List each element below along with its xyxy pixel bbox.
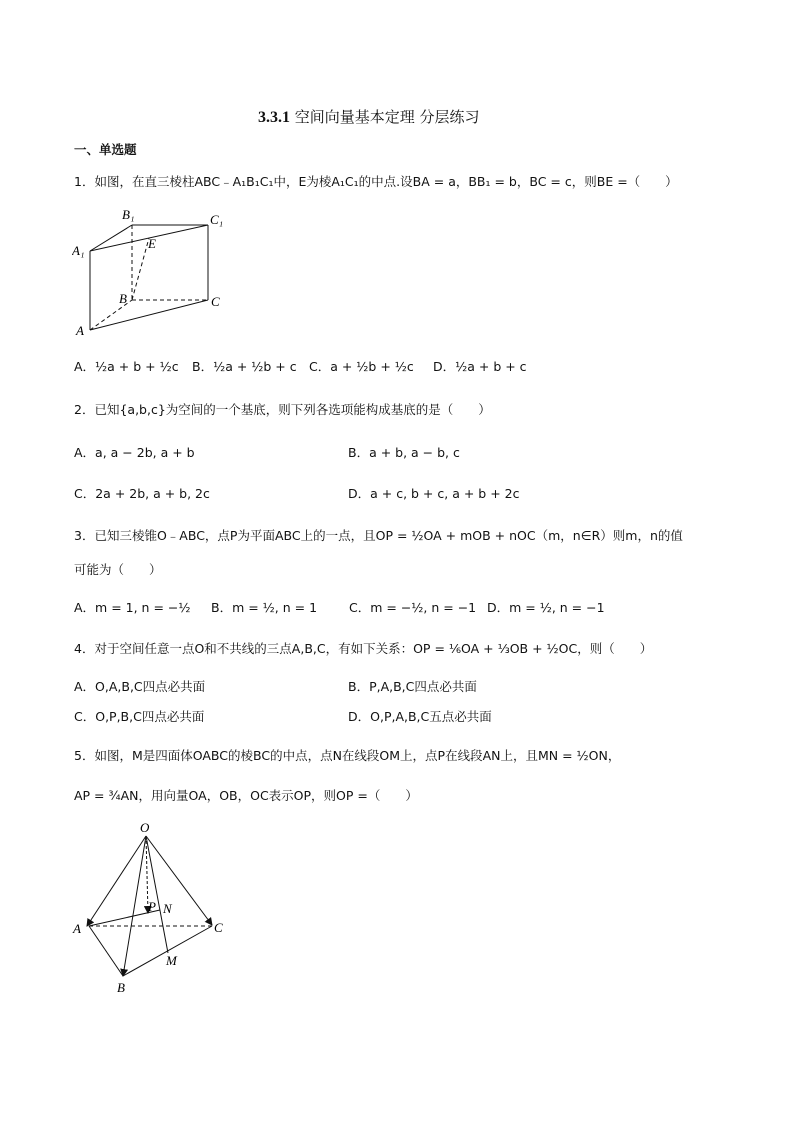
fig5-label-m: M xyxy=(166,953,177,968)
q2-option-c: C．2a + 2b, a + b, 2c xyxy=(74,486,210,501)
question-3-stem-cont: 可能为（ ） xyxy=(74,562,162,577)
q4-option-a: A．O,A,B,C四点必共面 xyxy=(74,679,206,694)
q2-option-d: D．a + c, b + c, a + b + 2c xyxy=(348,486,520,501)
q3-option-a: A．m = 1, n = −½ xyxy=(74,600,191,615)
q1-option-a: A．½a + b + ½c xyxy=(74,359,179,374)
question-5-stem: 5．如图，M是四面体OABC的棱BC的中点，点N在线段OM上，点P在线段AN上，且MN = ½ON， xyxy=(74,748,621,763)
fig5-label-o: O xyxy=(140,820,150,835)
question-5-stem-cont: AP = ¾AN，用向量OA，OB，OC表示OP，则OP =（ ） xyxy=(74,788,418,803)
fig1-label-c: C xyxy=(211,294,220,309)
title-text: 空间向量基本定理 分层练习 xyxy=(294,108,480,126)
q1-option-b: B．½a + ½b + c xyxy=(192,359,297,374)
tetrahedron-figure xyxy=(70,818,240,998)
fig1-label-e: E xyxy=(148,236,156,251)
q2-option-b: B．a + b, a − b, c xyxy=(348,445,460,460)
q4-option-b: B．P,A,B,C四点必共面 xyxy=(348,679,477,694)
page-title xyxy=(258,106,480,127)
fig1-label-c1: C₁ xyxy=(210,212,224,227)
fig5-label-p: P xyxy=(148,899,156,914)
fig1-label-b: B xyxy=(119,291,127,306)
question-3-stem: 3．已知三棱锥O﹣ABC，点P为平面ABC上的一点，且OP = ½OA + mOB + nOC（m，n∈R）则m，n的值 xyxy=(74,528,683,543)
fig5-label-b: B xyxy=(117,980,125,995)
question-2-stem: 2．已知{a,b,c}为空间的一个基底，则下列各选项能构成基底的是（ ） xyxy=(74,402,491,417)
q3-option-b: B．m = ½, n = 1 xyxy=(211,600,318,615)
q3-option-c: C．m = −½, n = −1 xyxy=(349,600,477,615)
q2-option-a: A．a, a − 2b, a + b xyxy=(74,445,195,460)
fig1-label-b1: B₁ xyxy=(122,207,135,222)
fig1-label-a1: A₁ xyxy=(72,243,85,258)
prism-figure xyxy=(72,205,232,337)
q1-option-c: C．a + ½b + ½c xyxy=(309,359,414,374)
section-heading: 一、单选题 xyxy=(74,142,137,157)
fig5-label-c: C xyxy=(214,920,223,935)
question-1-stem: 1．如图，在直三棱柱ABC﹣A₁B₁C₁中，E为棱A₁C₁的中点.设BA = a，BB₁ = b，BC = c，则BE =（ ） xyxy=(74,174,678,189)
question-4-stem: 4．对于空间任意一点O和不共线的三点A,B,C，有如下关系：OP = ⅙OA + ⅓OB + ½OC，则（ ） xyxy=(74,641,653,656)
fig1-label-a: A xyxy=(76,323,84,337)
title-number: 3.3.1 xyxy=(258,109,290,126)
q4-option-d: D．O,P,A,B,C五点必共面 xyxy=(348,709,492,724)
q3-option-d: D．m = ½, n = −1 xyxy=(487,600,605,615)
fig5-label-a: A xyxy=(73,921,81,936)
fig5-label-n: N xyxy=(163,901,172,916)
q1-option-d: D．½a + b + c xyxy=(433,359,527,374)
q4-option-c: C．O,P,B,C四点必共面 xyxy=(74,709,205,724)
